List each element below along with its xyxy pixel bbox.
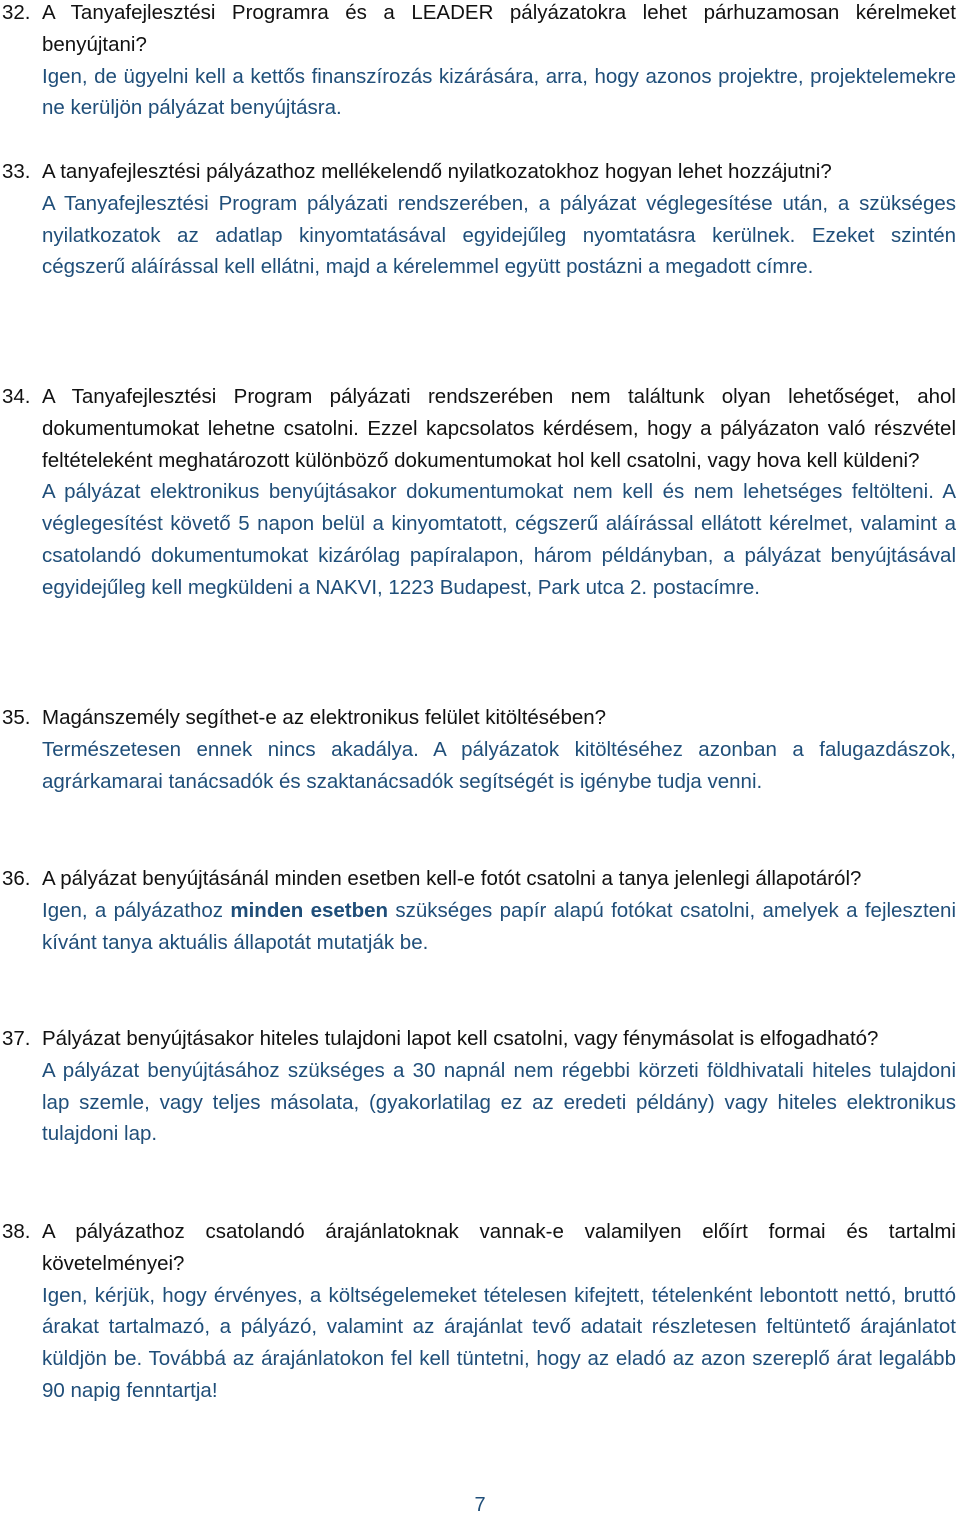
question-number: 35. bbox=[2, 706, 31, 729]
answer-text: A pályázat benyújtásához szükséges a 30 napnál nem régebbi körzeti földhivatali hiteles tulajdoni lap szemle, vagy teljes másolata, (gyakorlatilag ez az eredeti példány) vagy hiteles elektronikus tulajdoni lap. bbox=[42, 1058, 956, 1146]
qa-item-35 bbox=[2, 702, 956, 797]
qa-item-37 bbox=[2, 1023, 956, 1150]
question-text: A tanyafejlesztési pályázathoz mellékelendő nyilatkozatokhoz hogyan lehet hozzájutni? bbox=[42, 160, 832, 183]
qa-row bbox=[2, 381, 956, 604]
qa-row bbox=[2, 1216, 956, 1407]
answer-text: A pályázat elektronikus benyújtásakor dokumentumokat nem kell és nem lehetséges feltölteni. A véglegesítést követő 5 napon belül a kinyomtatott, cégszerű aláírással ellátott kérelmet, valamint a csatolandó dokumentumokat kizárólag papíralapon, három példányban, a pályázat benyújtásával egyidejűleg kell megküldeni a NAKVI, 1223 Budapest, Park utca 2. postacímre. bbox=[42, 480, 956, 599]
qa-body bbox=[42, 0, 956, 124]
qa-body bbox=[42, 156, 956, 283]
question-number: 34. bbox=[2, 385, 31, 408]
qa-item-34 bbox=[2, 381, 956, 604]
question-text: A Tanyafejlesztési Program pályázati rendszerében nem találtunk olyan lehetőséget, ahol dokumentumokat lehetne csatolni. Ezzel kapcsolatos kérdésem, hogy a pályázaton való részvétel feltételeként meghatározott különböző dokumentumokat hol kell csatolni, vagy hova kell küldeni? bbox=[42, 385, 956, 472]
qa-row bbox=[2, 0, 956, 124]
qa-row bbox=[2, 702, 956, 797]
answer-text: Természetesen ennek nincs akadálya. A pályázatok kitöltéséhez azonban a falugazdászok, agrárkamarai tanácsadók és szaktanácsadók segítségét is igénybe tudja venni. bbox=[42, 737, 956, 793]
question-text: A pályázat benyújtásánál minden esetben kell-e fotót csatolni a tanya jelenlegi állapotáról? bbox=[42, 867, 862, 890]
question-number: 33. bbox=[2, 160, 31, 183]
question-text: A Tanyafejlesztési Programra és a LEADER pályázatokra lehet párhuzamosan kérelmeket benyújtani? bbox=[42, 1, 956, 56]
answer-text bbox=[42, 895, 956, 959]
answer-text: Igen, de ügyelni kell a kettős finanszírozás kizárására, arra, hogy azonos projektre, projektelemekre ne kerüljön pályázat benyújtásra. bbox=[42, 64, 956, 120]
question-number: 32. bbox=[2, 1, 31, 24]
question-number: 38. bbox=[2, 1220, 31, 1243]
qa-row bbox=[2, 156, 956, 283]
qa-body bbox=[42, 702, 956, 797]
answer-emphasis: minden esetben bbox=[230, 898, 389, 922]
page-number: 7 bbox=[474, 1494, 486, 1516]
qa-item-38 bbox=[2, 1216, 956, 1407]
answer-text: A Tanyafejlesztési Program pályázati rendszerében, a pályázat véglegesítése után, a szükséges nyilatkozatok az adatlap kinyomtatásával egyidejűleg nyomtatásra kerülnek. Ezeket szintén cégszerű aláírással kell ellátni, majd a kérelemmel együtt postázni a megadott címre. bbox=[42, 191, 956, 279]
qa-item-36 bbox=[2, 863, 956, 958]
qa-body bbox=[42, 1023, 956, 1150]
qa-body bbox=[42, 863, 956, 958]
question-text: Pályázat benyújtásakor hiteles tulajdoni lapot kell csatolni, vagy fénymásolat is elfogadható? bbox=[42, 1027, 879, 1050]
qa-item-32 bbox=[2, 0, 956, 124]
qa-item-33 bbox=[2, 156, 956, 283]
qa-row bbox=[2, 863, 956, 958]
qa-row bbox=[2, 1023, 956, 1150]
qa-body bbox=[42, 381, 956, 604]
question-text: A pályázathoz csatolandó árajánlatoknak vannak-e valamilyen előírt formai és tartalmi követelményei? bbox=[42, 1220, 956, 1275]
question-text: Magánszemély segíthet-e az elektronikus felület kitöltésében? bbox=[42, 706, 607, 729]
question-number: 37. bbox=[2, 1027, 31, 1050]
answer-text: Igen, kérjük, hogy érvényes, a költségelemeket tételesen kifejtett, tételenként lebontott nettó, bruttó árakat tartalmazó, a pályázó, valamint az árajánlat tevő adatait részletesen feltüntető árajánlatot küldjön be. Továbbá az árajánlatokon fel kell tüntetni, hogy az eladó az azon szereplő árat legalább 90 napig fenntartja! bbox=[42, 1283, 956, 1402]
qa-body bbox=[42, 1216, 956, 1407]
answer-text-end: szükséges papír alapú fotókat csatolni, amelyek a fejleszteni kívánt tanya aktuális állapotát mutatják be. bbox=[42, 898, 957, 954]
answer-text-start: Igen, a pályázathoz bbox=[42, 898, 224, 922]
question-number: 36. bbox=[2, 867, 31, 890]
